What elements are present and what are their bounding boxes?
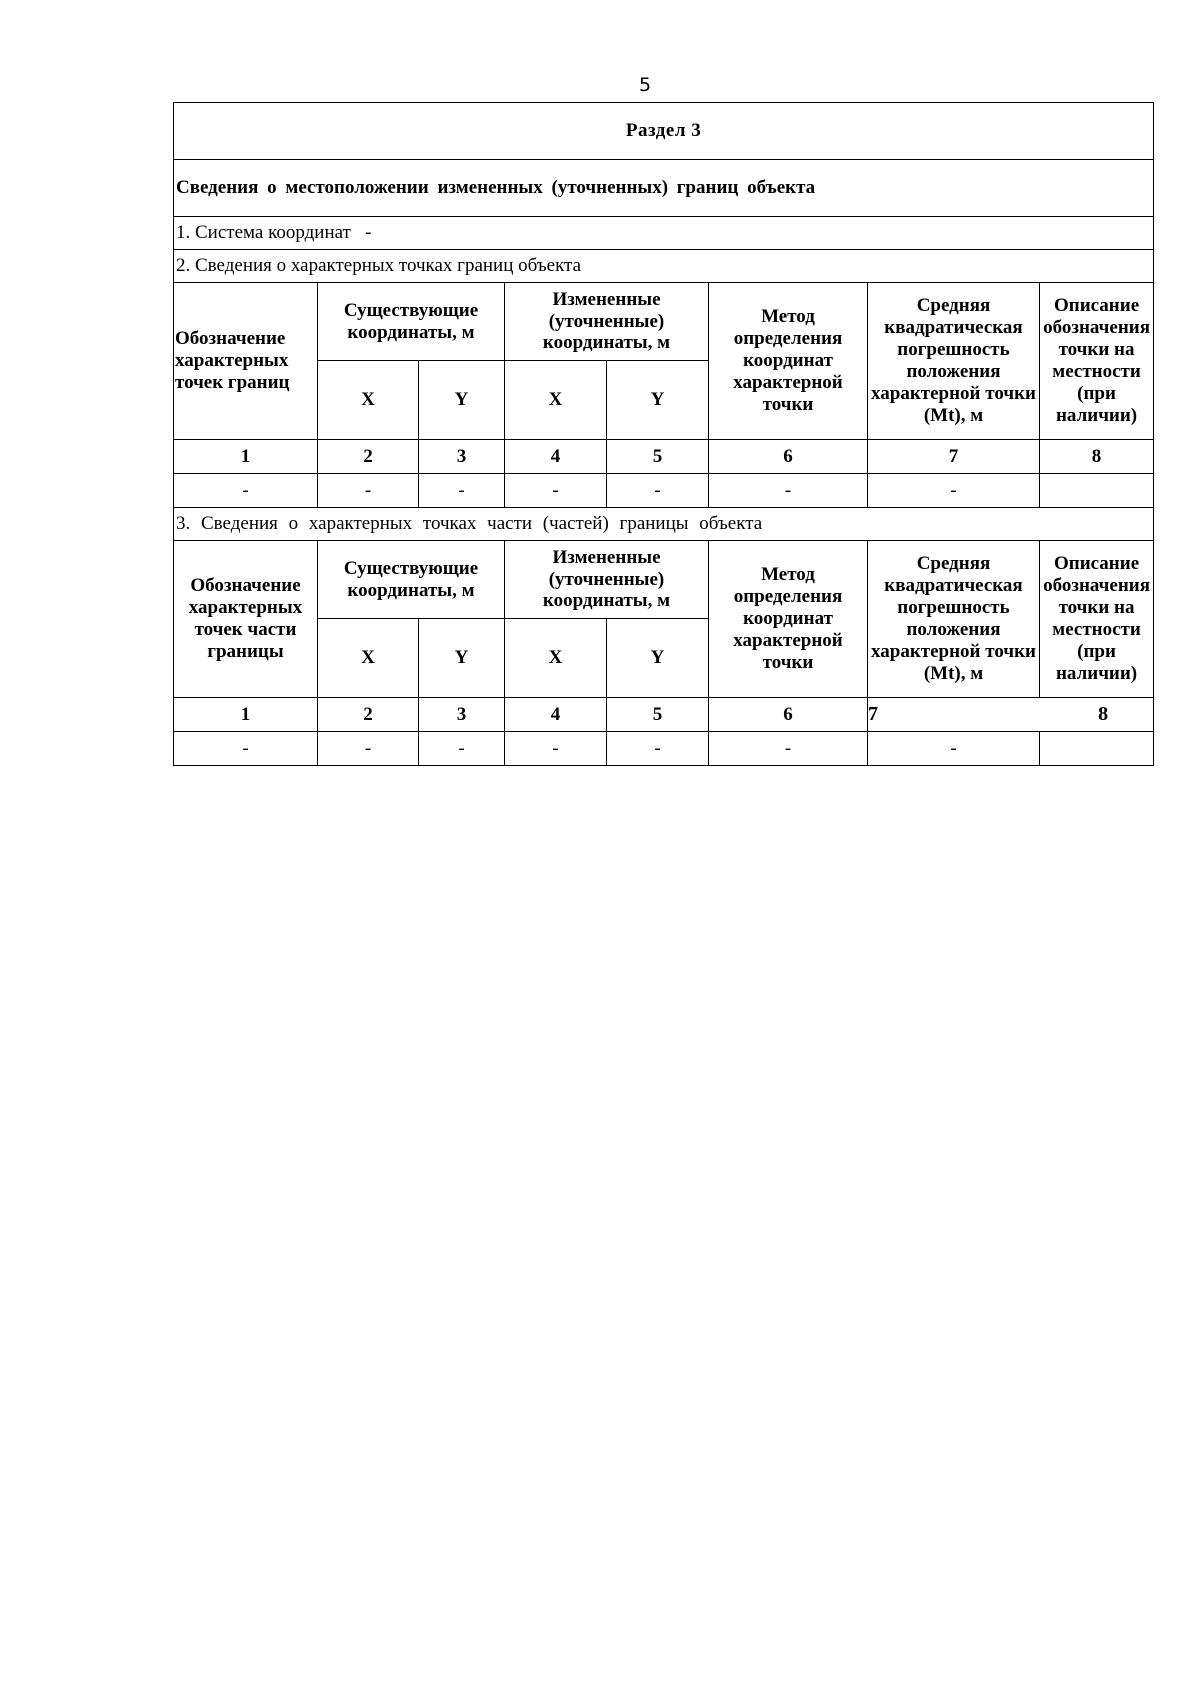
column-number: 1 bbox=[174, 440, 318, 474]
column-number: 3 bbox=[419, 698, 505, 732]
header-existing-y: Y bbox=[419, 361, 505, 440]
column-number: 4 bbox=[505, 698, 607, 732]
section-title: Раздел 3 bbox=[174, 103, 1154, 160]
column-number: 8 bbox=[1098, 703, 1109, 725]
table-cell: - bbox=[318, 732, 419, 766]
table-row bbox=[174, 474, 1154, 508]
header-description: Описание обозначения точки на местности (при наличии) bbox=[1040, 283, 1154, 440]
table-cell: - bbox=[174, 732, 318, 766]
table-cell bbox=[1040, 474, 1154, 508]
header-changed-y: Y bbox=[607, 361, 709, 440]
table-cell: - bbox=[505, 474, 607, 508]
header-method: Метод определения координат характерной точки bbox=[709, 283, 868, 440]
table-cell: - bbox=[709, 732, 868, 766]
table-cell: - bbox=[419, 474, 505, 508]
coordinate-system-row bbox=[174, 217, 1154, 250]
header-part-method: Метод определения координат характерной точки bbox=[709, 541, 868, 698]
column-number: 4 bbox=[505, 440, 607, 474]
header-existing-x: X bbox=[318, 361, 419, 440]
header-part-changed-coordinates: Измененные (уточненные) координаты, м bbox=[505, 541, 709, 619]
header-changed-coordinates: Измененные (уточненные) координаты, м bbox=[505, 283, 709, 361]
table-cell: - bbox=[505, 732, 607, 766]
header-part-existing-y: Y bbox=[419, 619, 505, 698]
table-cell: - bbox=[868, 732, 1040, 766]
column-number: 2 bbox=[318, 698, 419, 732]
column-number: 7 bbox=[868, 440, 1040, 474]
column-number: 6 bbox=[709, 698, 868, 732]
page-number: 5 bbox=[638, 74, 652, 96]
table-cell: - bbox=[868, 474, 1040, 508]
part-boundary-points-heading: 3. Сведения о характерных точках части (частей) границы объекта bbox=[174, 508, 1154, 541]
table-cell: - bbox=[607, 474, 709, 508]
table-cell: - bbox=[709, 474, 868, 508]
column-number-pair bbox=[868, 698, 1154, 732]
table-cell: - bbox=[607, 732, 709, 766]
column-number: 6 bbox=[709, 440, 868, 474]
section-3-table bbox=[173, 102, 1154, 766]
header-part-error: Средняя квадратическая погрешность положения характерной точки (Mt), м bbox=[868, 541, 1040, 698]
coordinate-system-label: 1. Система координат bbox=[176, 222, 351, 244]
table-row bbox=[174, 732, 1154, 766]
header-part-changed-x: X bbox=[505, 619, 607, 698]
column-number: 7 bbox=[868, 703, 878, 725]
boundary-points-heading: 2. Сведения о характерных точках границ объекта bbox=[174, 250, 1154, 283]
header-part-description: Описание обозначения точки на местности (при наличии) bbox=[1040, 541, 1154, 698]
section-subtitle: Сведения о местоположении измененных (уточненных) границ объекта bbox=[174, 160, 1154, 217]
header-part-designation: Обозначение характерных точек части границы bbox=[174, 541, 318, 698]
table-cell: - bbox=[318, 474, 419, 508]
header-part-changed-y: Y bbox=[607, 619, 709, 698]
header-error: Средняя квадратическая погрешность положения характерной точки (Mt), м bbox=[868, 283, 1040, 440]
header-existing-coordinates: Существующие координаты, м bbox=[318, 283, 505, 361]
table-cell: - bbox=[419, 732, 505, 766]
header-part-existing-coordinates: Существующие координаты, м bbox=[318, 541, 505, 619]
part-column-numbers-row bbox=[174, 698, 1154, 732]
column-number: 5 bbox=[607, 698, 709, 732]
column-numbers-row bbox=[174, 440, 1154, 474]
column-number: 8 bbox=[1040, 440, 1154, 474]
table-cell: - bbox=[174, 474, 318, 508]
column-number: 3 bbox=[419, 440, 505, 474]
column-number: 1 bbox=[174, 698, 318, 732]
table-cell bbox=[1040, 732, 1154, 766]
column-number: 2 bbox=[318, 440, 419, 474]
header-designation: Обозначение характерных точек границ bbox=[174, 283, 318, 440]
header-part-existing-x: X bbox=[318, 619, 419, 698]
column-number: 5 bbox=[607, 440, 709, 474]
header-changed-x: X bbox=[505, 361, 607, 440]
coordinate-system-value: - bbox=[365, 222, 372, 244]
